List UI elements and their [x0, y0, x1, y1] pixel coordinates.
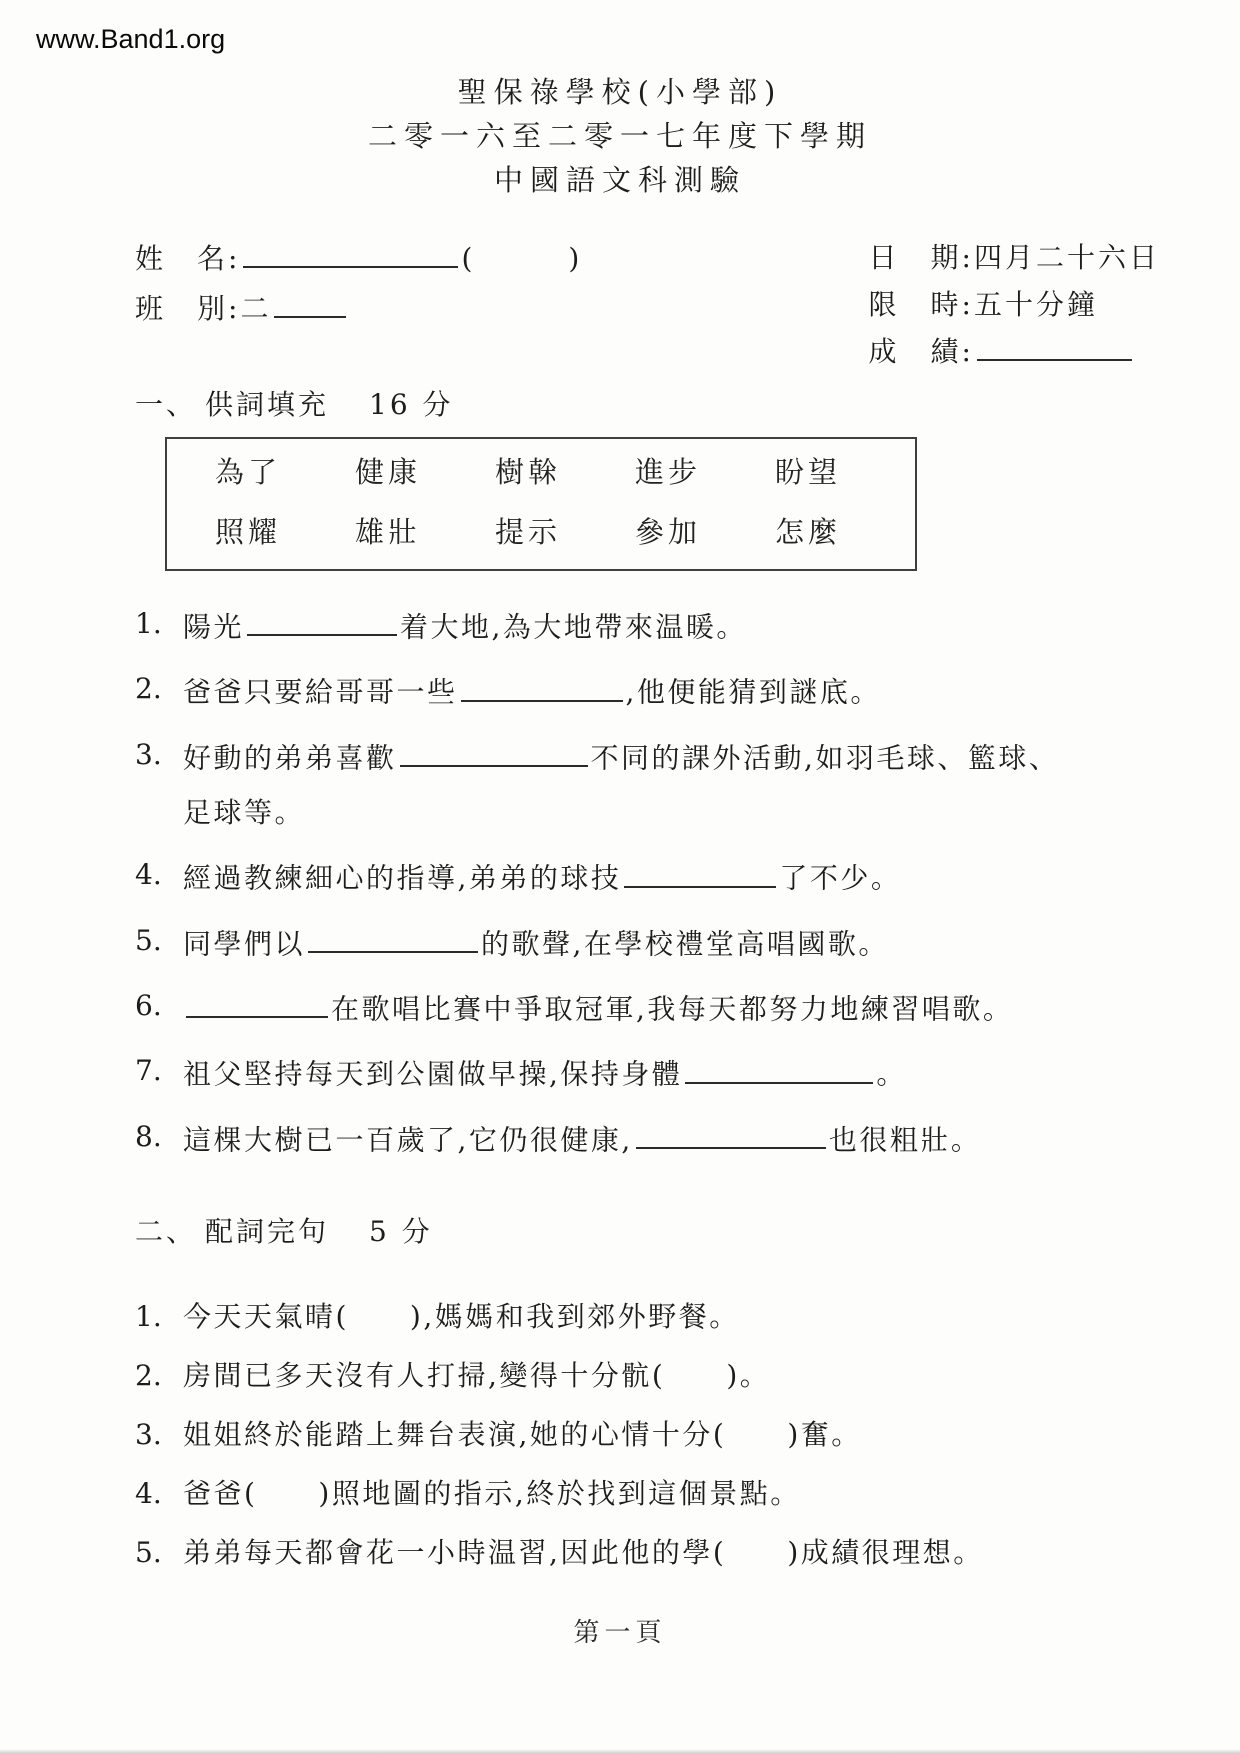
score-blank: [977, 330, 1132, 361]
fill-blank: [636, 1118, 826, 1149]
question-text: 姐姐終於能踏上舞台表演,她的心情十分( )奮。: [183, 1418, 862, 1452]
question-number: 2.: [135, 1359, 162, 1393]
question-row: [135, 1357, 1200, 1394]
class-value: 二: [240, 292, 272, 325]
word-bank-word: 進步: [635, 455, 702, 489]
question-text: [183, 987, 1200, 1027]
question-number: 6.: [135, 988, 162, 1022]
question-number: 7.: [135, 1054, 162, 1088]
fill-blank: [624, 856, 776, 887]
question-text: [183, 856, 1200, 896]
question-pre-text: 好動的弟弟喜歡: [183, 741, 397, 775]
section2-number: 二、: [135, 1215, 198, 1249]
question-pre-text: 祖父堅持每天到公園做早操,保持身體: [183, 1057, 683, 1091]
question-text: [183, 736, 1200, 831]
word-bank-row: [215, 515, 915, 549]
question-number: 4.: [135, 858, 162, 892]
fill-blank: [461, 670, 623, 701]
class-label: 班 別:: [135, 292, 241, 325]
question-row: [135, 922, 1200, 962]
question-text: [183, 670, 1200, 710]
time-label: 限 時:: [868, 288, 974, 321]
question-number: 5.: [135, 923, 162, 957]
question-post-text: ,他便能猜到謎底。: [625, 675, 881, 709]
school-name: 聖保祿學校(小學部): [457, 75, 783, 109]
question-post-text: 在歌唱比賽中爭取冠軍,我每天都努力地練習唱歌。: [331, 992, 1014, 1026]
word-bank-word: 提示: [495, 515, 562, 549]
question-post-text: 不同的課外活動,如羽毛球、籃球、: [590, 741, 1060, 775]
class-row: [135, 284, 582, 334]
school-term: 二零一六至二零一七年度下學期: [367, 119, 872, 153]
student-info-block: [0, 234, 1240, 375]
word-bank-word: 健康: [355, 455, 422, 489]
question-text: 爸爸( )照地圖的指示,終於找到這個景點。: [183, 1477, 801, 1511]
word-bank-word: 為了: [215, 455, 282, 489]
question-row: [135, 987, 1200, 1027]
question-row: [135, 670, 1200, 710]
section1-questions: [0, 605, 1240, 1158]
question-row: [135, 1052, 1200, 1092]
section1-number: 一、: [135, 388, 198, 421]
fill-blank: [685, 1052, 873, 1083]
section2-title: 配詞完句: [205, 1215, 330, 1249]
question-row: [135, 1298, 1200, 1335]
question-row: [135, 1534, 1200, 1571]
info-right-column: [869, 234, 1160, 375]
question-row: [135, 856, 1200, 896]
question-post-text: 的歌聲,在學校禮堂高唱國歌。: [481, 926, 889, 960]
question-number: 1.: [135, 607, 162, 640]
question-text: 弟弟每天都會花一小時温習,因此他的學( )成績很理想。: [183, 1536, 984, 1570]
fill-blank: [247, 605, 397, 636]
name-blank: [243, 237, 458, 268]
word-bank-word: 怎麼: [775, 515, 842, 549]
section2-marks: 5 分: [369, 1215, 433, 1249]
fill-blank: [186, 987, 328, 1018]
question-post-text: 着大地,為大地帶來温暖。: [400, 610, 747, 644]
question-wrap-line: 足球等。: [183, 796, 306, 830]
question-row: [135, 1118, 1200, 1158]
page-footer: 第一頁: [573, 1618, 667, 1648]
question-row: [135, 736, 1200, 831]
word-bank-word: 樹榦: [495, 455, 562, 489]
question-post-text: 。: [876, 1057, 907, 1091]
question-number: 3.: [135, 1418, 162, 1452]
info-left-column: [135, 234, 582, 375]
date-label: 日 期:: [868, 241, 974, 274]
watermark: www.Band1.org: [36, 24, 226, 54]
date-value: 四月二十六日: [973, 241, 1160, 274]
question-text: [183, 1118, 1200, 1158]
scan-artifact-bottom-edge: [0, 1749, 1240, 1754]
section2-heading: [0, 1210, 1240, 1250]
question-row: [135, 605, 1200, 645]
date-row: [869, 234, 1160, 281]
time-value: 五十分鐘: [973, 288, 1098, 321]
class-blank: [274, 287, 346, 318]
question-post-text: 了不少。: [779, 861, 902, 895]
question-pre-text: 經過教練細心的指導,弟弟的球技: [183, 861, 622, 895]
time-row: [869, 281, 1160, 328]
question-number: 8.: [135, 1119, 162, 1153]
fill-blank: [308, 922, 478, 953]
question-pre-text: 這棵大樹已一百歲了,它仍很健康,: [183, 1123, 633, 1157]
section1-marks: 16 分: [369, 388, 454, 421]
word-bank-word: 雄壯: [355, 515, 422, 549]
name-row: [135, 234, 582, 284]
score-label: 成 績:: [868, 335, 974, 368]
question-post-text: 也很粗壯。: [828, 1123, 982, 1157]
section1-title: 供詞填充: [205, 388, 330, 421]
question-text: [183, 922, 1200, 962]
question-row: [135, 1475, 1200, 1512]
question-pre-text: 爸爸只要給哥哥一些: [183, 675, 458, 709]
question-number: 3.: [135, 737, 162, 771]
fill-blank: [400, 736, 588, 767]
question-text: [183, 605, 1200, 645]
question-row: [135, 1416, 1200, 1453]
question-number: 1.: [135, 1300, 162, 1334]
section2-questions: [0, 1298, 1240, 1571]
question-number: 4.: [135, 1477, 162, 1511]
word-bank-word: 盼望: [775, 455, 842, 489]
word-bank-word: 參加: [635, 515, 702, 549]
word-bank-row: [215, 455, 915, 489]
name-label: 姓 名:: [135, 242, 241, 275]
word-bank-word: 照耀: [215, 515, 282, 549]
question-text: 今天天氣晴( ),媽媽和我到郊外野餐。: [183, 1300, 740, 1334]
question-text: [183, 1052, 1200, 1092]
word-bank-box: [165, 437, 917, 571]
question-pre-text: 同學們以: [183, 926, 306, 960]
question-number: 2.: [135, 672, 162, 706]
question-pre-text: 陽光: [183, 610, 245, 644]
question-text: 房間已多天沒有人打掃,變得十分骯( )。: [183, 1359, 771, 1393]
name-paren: ( ): [461, 242, 583, 275]
section1-heading: [0, 383, 1240, 423]
exam-title: 中國語文科測驗: [493, 163, 746, 197]
question-number: 5.: [135, 1536, 162, 1570]
score-row: [869, 328, 1160, 375]
